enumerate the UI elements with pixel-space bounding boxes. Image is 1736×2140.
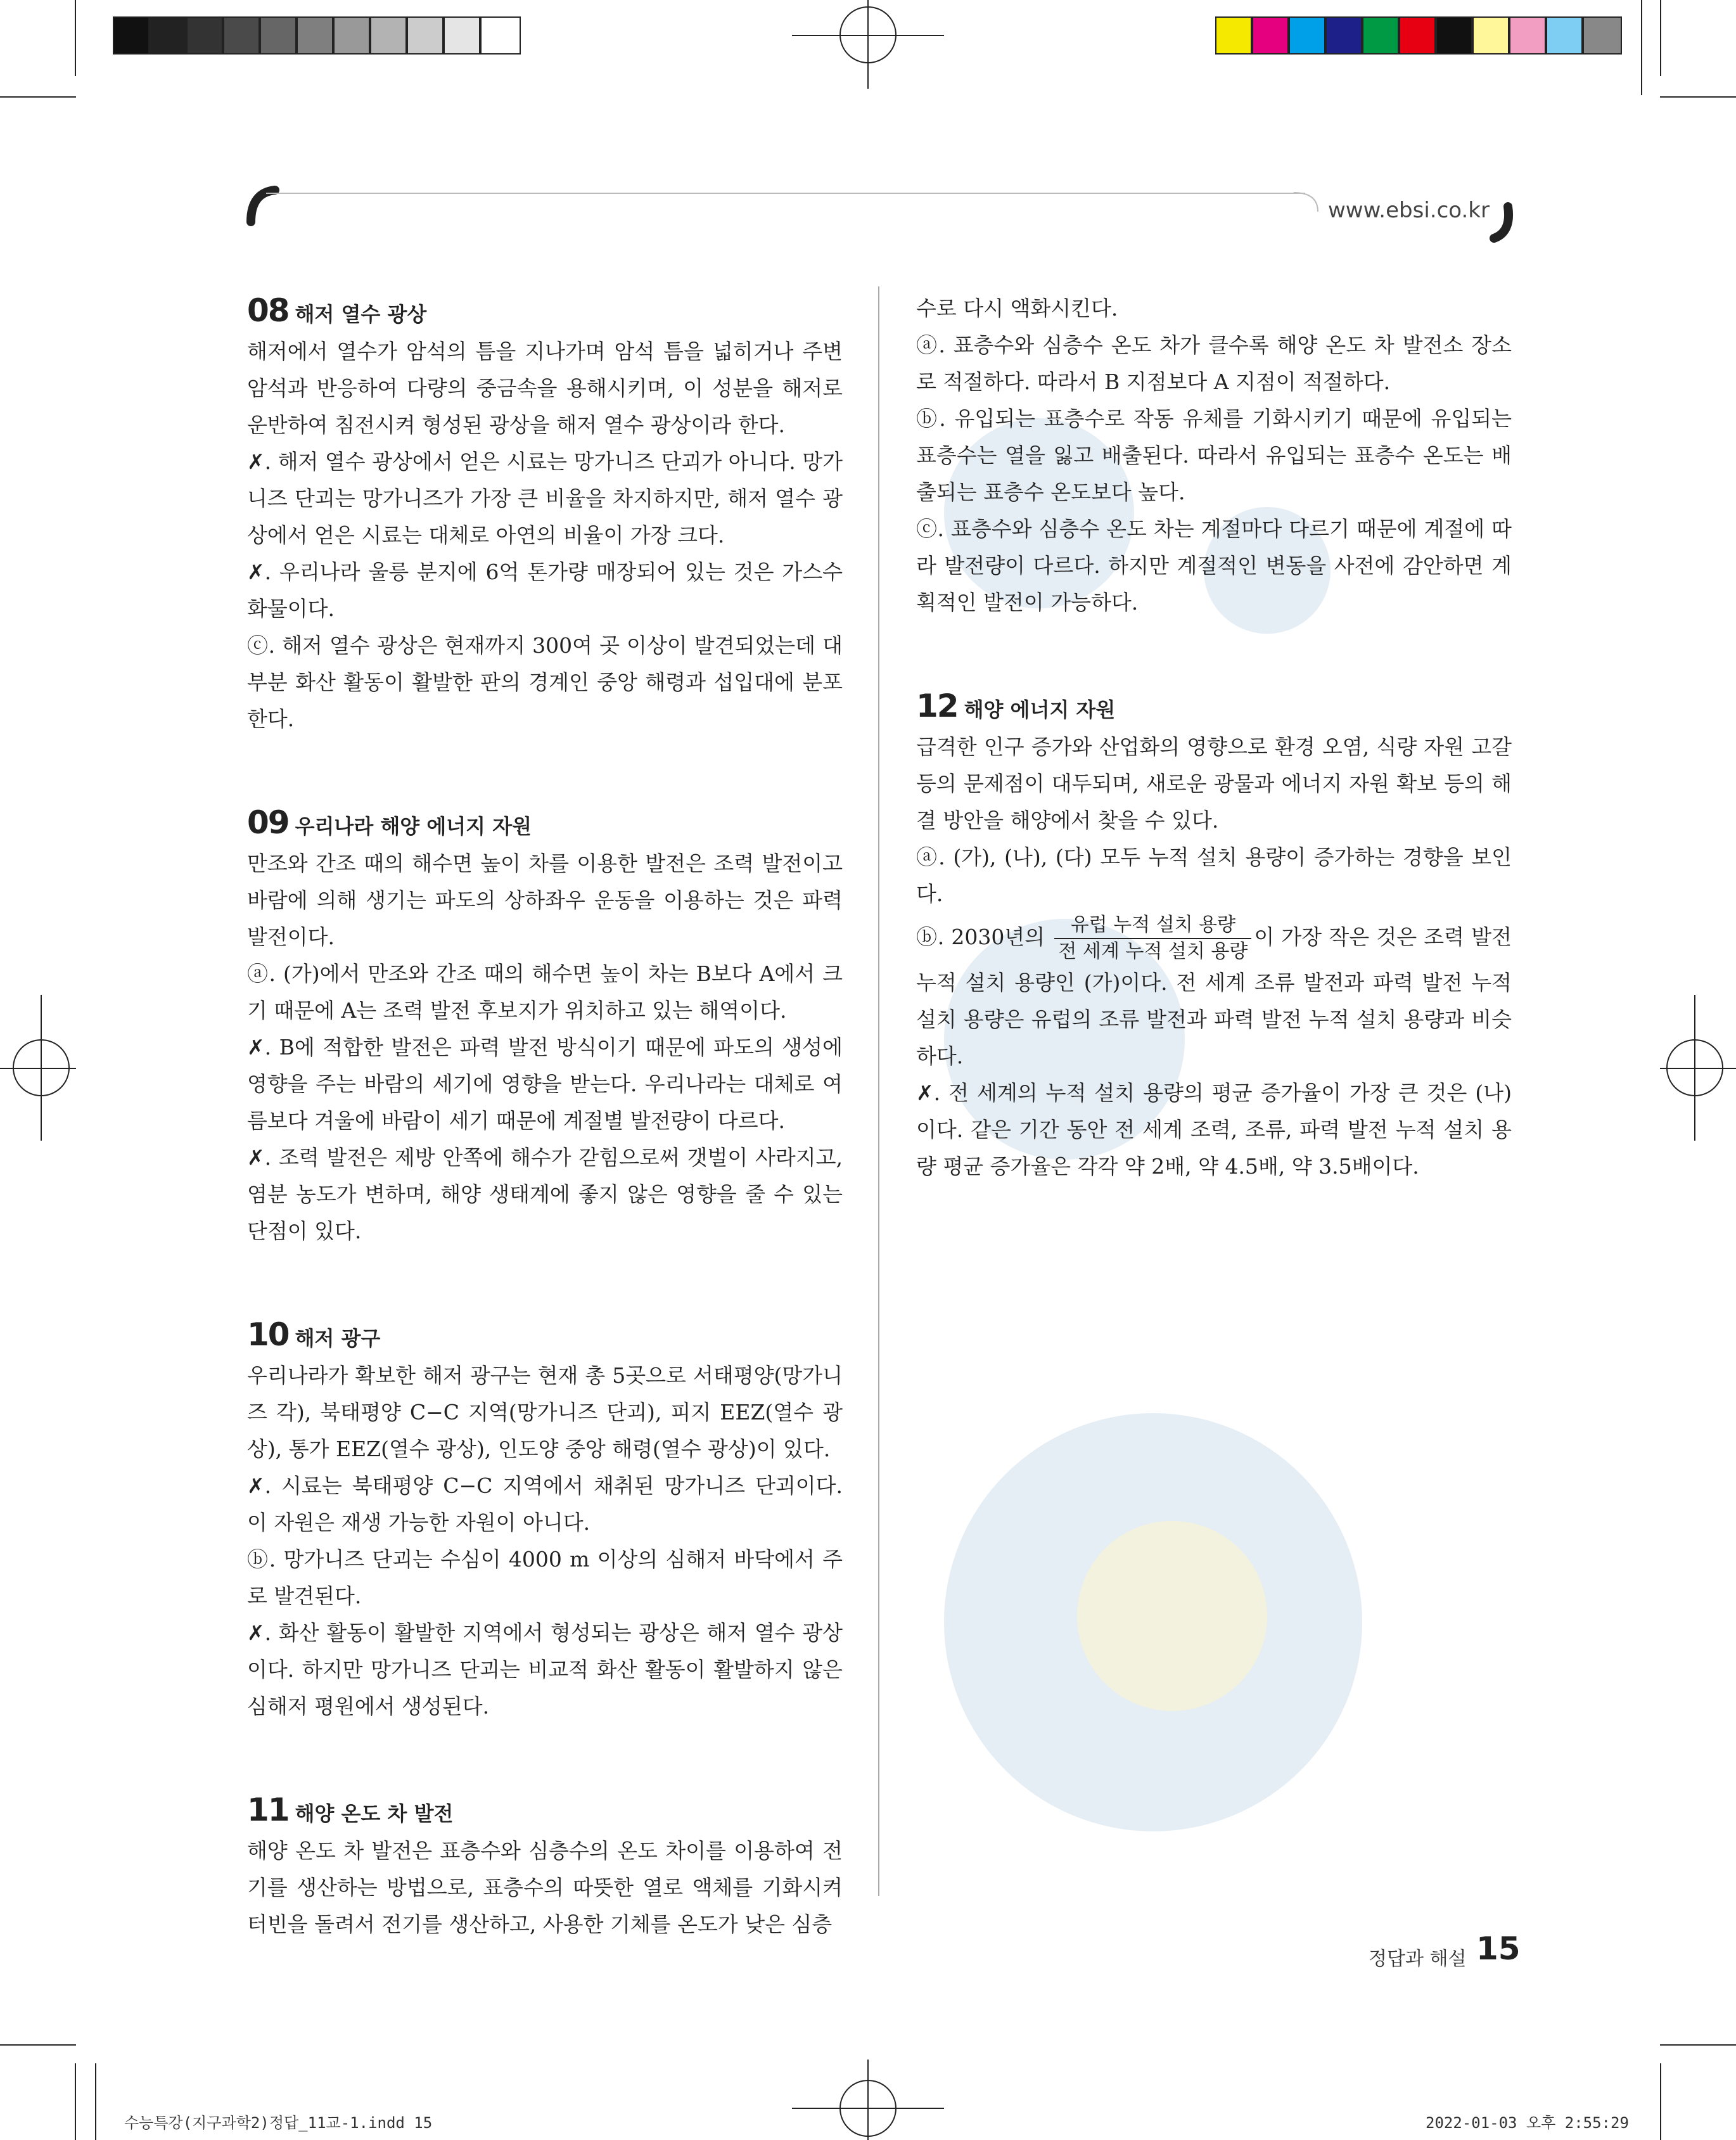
header-hook-url [1489,202,1521,246]
section-heading [247,804,843,845]
paragraph: 수로 다시 액화시킨다. [916,296,1118,321]
answer-item: ⓒ. 표층수와 심층수 온도 차는 계절마다 다르기 때문에 계절에 따라 발전량이 다르다. 하지만 계절적인 변동을 사전에 감안하면 계획적인 발전이 가능하다. [916,516,1512,615]
page-number: 15 [1476,1930,1521,1967]
section-number: 08 [247,292,289,329]
fraction [1054,913,1251,964]
section-title: 해양 에너지 자원 [964,698,1116,722]
answer-item-prefix: ⓑ. 2030년의 [916,925,1045,949]
section-title: 해양 온도 차 발전 [295,1802,454,1826]
answer-item-suffix: 이 가장 작은 것은 조력 발전 누적 설치 용량인 (가)이다. 전 세계 조류 발전과 파력 발전 누적 설치 용량은 유럽의 조류 발전과 파력 발전 누적 설치 용량과 비슷하다. [916,925,1512,1068]
section-heading [247,1791,843,1833]
answer-item: ✗. B에 적합한 발전은 파력 발전 방식이기 때문에 파도의 생성에 영향을 주는 바람의 세기에 영향을 받는다. 우리나라는 대체로 여름보다 겨울에 바람이 세기 때문에 계절별 발전량이 다르다. [247,1035,843,1133]
section-heading [916,687,1512,729]
answer-item: ⓑ. 유입되는 표층수로 작동 유체를 기화시키기 때문에 유입되는 표층수는 열을 잃고 배출된다. 따라서 유입되는 표층수 온도는 배출되는 표층수 온도보다 높다. [916,406,1512,504]
right-column [916,290,1512,1185]
footer-label: 정답과 해설 [1369,1948,1467,1970]
answer-item [916,913,1512,1075]
header-rule [266,193,1305,194]
left-column [247,292,843,1943]
answer-item: ✗. 시료는 북태평양 C−C 지역에서 채취된 망가니즈 단괴이다. 이 자원은 재생 가능한 자원이 아니다. [247,1473,843,1535]
section-number: 10 [247,1316,289,1353]
section-10 [247,1316,843,1725]
section-heading [247,1316,843,1357]
section-11 [247,1791,843,1943]
section-09 [247,804,843,1250]
answer-item: ⓒ. 해저 열수 광상은 현재까지 300여 곳 이상이 발견되었는데 대부분 화산 활동이 활발한 판의 경계인 중앙 해령과 섭입대에 분포한다. [247,633,843,731]
answer-item: ✗. 해저 열수 광상에서 얻은 시료는 망가니즈 단괴가 아니다. 망가니즈 단괴는 망가니즈가 가장 큰 비율을 차지하지만, 해저 열수 광상에서 얻은 시료는 대체로 아연의 비율이 가장 크다. [247,449,843,548]
section-number: 12 [916,688,958,724]
slug-filename: 수능특강(지구과학2)정답_11교-1.indd 15 [124,2114,433,2132]
fraction-numerator: 유럽 누적 설치 용량 [1054,913,1251,939]
paragraph: 우리나라가 확보한 해저 광구는 현재 총 5곳으로 서태평양(망가니즈 각), 북태평양 C−C 지역(망가니즈 단괴), 피지 EEZ(열수 광상), 통가 EEZ(열수 광상), 인도양 중앙 해령(열수 광상)이 있다. [247,1363,843,1461]
paragraph: 만조와 간조 때의 해수면 높이 차를 이용한 발전은 조력 발전이고 바람에 의해 생기는 파도의 상하좌우 운동을 이용하는 것은 파력 발전이다. [247,851,843,949]
slug-timestamp: 2022-01-03 오후 2:55:29 [1426,2114,1629,2132]
paragraph: 해저에서 열수가 암석의 틈을 지나가며 암석 틈을 넓히거나 주변 암석과 반응하여 다량의 중금속을 용해시키며, 이 성분을 해저로 운반하여 침전시켜 형성된 광상을 해저 열수 광상이라 한다. [247,339,843,437]
answer-item: ✗. 전 세계의 누적 설치 용량의 평균 증가율이 가장 큰 것은 (나)이다. 같은 기간 동안 전 세계 조력, 조류, 파력 발전 누적 설치 용량 평균 증가율은 각각 약 2배, 약 4.5배, 약 3.5배이다. [916,1080,1512,1179]
answer-item: ⓐ. (가)에서 만조와 간조 때의 해수면 높이 차는 B보다 A에서 크기 때문에 A는 조력 발전 후보지가 위치하고 있는 해역이다. [247,961,843,1023]
section-title: 해저 광구 [295,1326,381,1350]
paragraph: 해양 온도 차 발전은 표층수와 심층수의 온도 차이를 이용하여 전기를 생산하는 방법으로, 표층수의 따뜻한 열로 액체를 기화시켜 터빈을 돌려서 전기를 생산하고, 사용한 기체를 온도가 낮은 심층 [247,1838,843,1937]
section-11-continued [916,290,1512,621]
answer-item: ⓑ. 망가니즈 단괴는 수심이 4000 m 이상의 심해저 바닥에서 주로 발견된다. [247,1547,843,1608]
column-divider [878,286,879,1896]
answer-item: ✗. 화산 활동이 활발한 지역에서 형성되는 광상은 해저 열수 광상이다. 하지만 망가니즈 단괴는 비교적 화산 활동이 활발하지 않은 심해저 평원에서 생성된다. [247,1620,843,1719]
section-12 [916,687,1512,1185]
section-title: 우리나라 해양 에너지 자원 [295,814,532,838]
site-url[interactable]: www.ebsi.co.kr [1328,198,1490,223]
header-hook-right [1292,189,1324,214]
section-number: 11 [247,1791,289,1828]
answer-item: ⓐ. 표층수와 심층수 온도 차가 클수록 해양 온도 차 발전소 장소로 적절하다. 따라서 B 지점보다 A 지점이 적절하다. [916,333,1512,394]
fraction-denominator: 전 세계 누적 설치 용량 [1058,940,1248,963]
section-title: 해저 열수 광상 [295,302,427,326]
answer-item: ⓐ. (가), (나), (다) 모두 누적 설치 용량이 증가하는 경향을 보인다. [916,845,1512,906]
section-08 [247,292,843,738]
header-hook-left [243,184,281,234]
answer-item: ✗. 우리나라 울릉 분지에 6억 톤가량 매장되어 있는 것은 가스수화물이다. [247,560,843,621]
paragraph: 급격한 인구 증가와 산업화의 영향으로 환경 오염, 식량 자원 고갈 등의 문제점이 대두되며, 새로운 광물과 에너지 자원 확보 등의 해결 방안을 해양에서 찾을 수 있다. [916,734,1512,833]
section-heading [247,292,843,333]
section-number: 09 [247,804,289,841]
answer-item: ✗. 조력 발전은 제방 안쪽에 해수가 갇힘으로써 갯벌이 사라지고, 염분 농도가 변하며, 해양 생태계에 좋지 않은 영향을 줄 수 있는 단점이 있다. [247,1145,843,1243]
